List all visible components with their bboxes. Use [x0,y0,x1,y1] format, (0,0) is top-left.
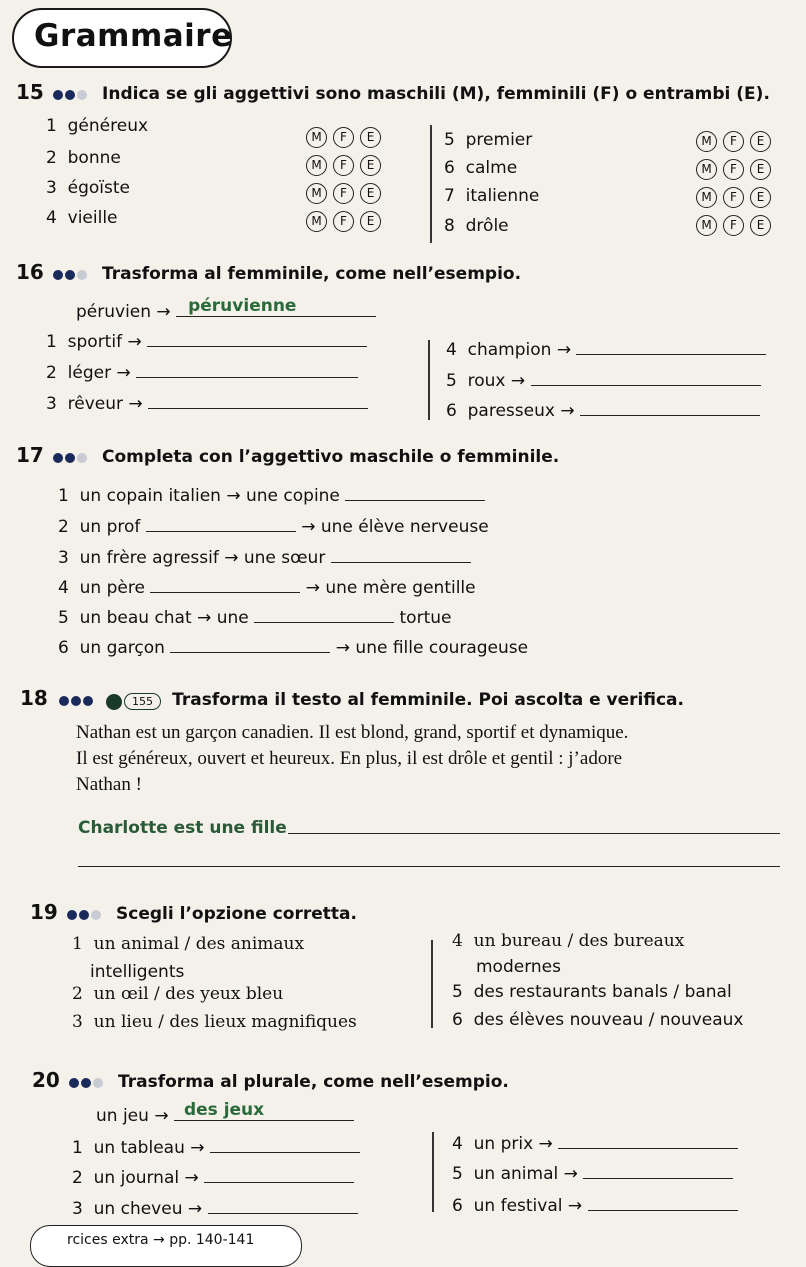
answer-blank[interactable] [146,515,296,532]
choice-f[interactable]: F [333,183,354,204]
ex18-number: 18 [20,686,48,710]
ex16-item: 5 roux → [446,369,761,391]
answer-line[interactable] [78,866,780,867]
answer-blank[interactable] [558,1132,738,1149]
choice-e[interactable]: E [360,211,381,232]
column-divider [430,125,432,243]
choice-f[interactable]: F [333,155,354,176]
choice-m[interactable]: M [306,155,327,176]
ex16-item: 6 paresseux → [446,399,760,421]
choice-e[interactable]: E [750,215,771,236]
column-divider [428,340,430,420]
ex16-example: péruvien → péruvienne [76,300,376,322]
answer-blank[interactable] [147,330,367,347]
ex17-item: 4 un père → une mère gentille [58,578,476,598]
choice-f[interactable]: F [333,127,354,148]
ex17-item: 2 un prof → une élève nerveuse [58,517,489,537]
ex15-instruction: Indica se gli aggettivi sono maschili (M), femminili (F) o entrambi (E). [102,84,770,104]
ex15-item: 3 égoïste [46,178,130,198]
ex16-item: 1 sportif → [46,330,367,352]
ex18-start: Charlotte est une fille [78,818,287,838]
ex19-number: 19 [30,900,58,924]
ex17-item: 6 un garçon → une fille courageuse [58,638,529,658]
ex15-item: 4 vieille [46,208,118,228]
text-line: Nathan est un garçon canadien. Il est blond, grand, sportif et dynamique. [76,722,629,743]
ex15-item: 8 drôle [444,216,509,236]
ex19-item: 6 des élèves nouveau / nouveaux [452,1010,744,1030]
choice-m[interactable]: M [696,131,717,152]
mfe-choice-group [690,158,771,180]
mfe-choice-group [690,186,771,208]
answer-blank[interactable] [583,1162,733,1179]
choice-m[interactable]: M [306,183,327,204]
extra-exercises-link[interactable] [30,1225,302,1267]
choice-f[interactable]: F [723,131,744,152]
answer-blank[interactable] [588,1194,738,1211]
ex17-item: 5 un beau chat → une tortue [58,608,452,628]
ex20-item: 4 un prix → [452,1132,738,1154]
ex20-item: 2 un journal → [72,1166,354,1188]
ex19-item: 4 un bureau / des bureaux modernes [452,931,685,977]
column-divider [432,1132,434,1212]
ex18-text [76,720,796,798]
choice-e[interactable]: E [750,131,771,152]
choice-m[interactable]: M [306,127,327,148]
ex15-item: 7 italienne [444,186,540,206]
ex15-number: 15 [16,80,44,104]
ex16-number: 16 [16,260,44,284]
ex16-item: 3 rêveur → [46,392,368,414]
ex19-item: 1 un animal / des animaux intelligents [72,934,305,982]
choice-text[interactable]: un lieu / des lieux magnifiques [93,1012,357,1032]
mfe-choice-group [690,130,771,152]
choice-e[interactable]: E [750,159,771,180]
difficulty-dots [53,265,89,284]
ex16-item: 4 champion → [446,338,766,360]
answer-line[interactable] [288,833,780,834]
choice-e[interactable]: E [750,187,771,208]
choice-text[interactable]: des restaurants banals / banal [473,982,732,1002]
ex17-instruction: Completa con l’aggettivo maschile o femminile. [102,447,560,467]
track-number: 155 [124,693,161,710]
mfe-choice-group [300,210,381,232]
ex15-item: 2 bonne [46,148,121,168]
ex15-item: 6 calme [444,158,518,178]
choice-f[interactable]: F [723,187,744,208]
choice-text[interactable]: des élèves nouveau / nouveaux [473,1010,744,1030]
ex20-instruction: Trasforma al plurale, come nell’esempio. [118,1072,509,1092]
answer-blank[interactable] [150,576,300,593]
mfe-choice-group [300,126,381,148]
answer-blank[interactable] [576,338,766,355]
choice-f[interactable]: F [723,215,744,236]
text-line: Nathan ! [76,774,142,795]
answer-blank[interactable] [210,1136,360,1153]
answer-blank[interactable] [136,361,358,378]
section-title-badge [12,8,232,68]
ex18-header [20,686,684,710]
difficulty-dots [53,448,89,467]
mfe-choice-group [690,214,771,236]
mfe-choice-group [300,182,381,204]
headphones-icon [106,694,122,710]
ex19-item: 5 des restaurants banals / banal [452,982,732,1002]
ex16-header [16,260,521,284]
answer-blank[interactable] [254,606,394,623]
answer-blank[interactable] [204,1166,354,1183]
difficulty-dots [53,85,89,104]
choice-text[interactable]: un bureau / des bureaux [473,931,685,951]
footer-label: rcices extra → pp. 140-141 [67,1232,255,1248]
ex16-item: 2 léger → [46,361,358,383]
ex19-item: 3 un lieu / des lieux magnifiques [72,1012,357,1032]
example-answer: péruvienne [188,296,297,316]
answer-blank[interactable] [531,369,761,386]
choice-text[interactable]: un œil / des yeux bleu [93,984,284,1004]
ex17-number: 17 [16,443,44,467]
audio-track-button[interactable] [106,691,161,710]
choice-m[interactable]: M [696,215,717,236]
ex17-item: 3 un frère agressif → une sœur [58,546,471,568]
choice-f[interactable]: F [333,211,354,232]
answer-blank[interactable] [331,546,471,563]
difficulty-dots [67,905,103,924]
ex15-header [16,80,770,104]
ex20-item: 6 un festival → [452,1194,738,1216]
ex19-item: 2 un œil / des yeux bleu [72,984,284,1004]
ex20-item: 5 un animal → [452,1162,733,1184]
ex20-header [32,1068,509,1092]
ex20-item: 1 un tableau → [72,1136,360,1158]
choice-e[interactable]: E [360,183,381,204]
answer-blank[interactable] [170,636,330,653]
ex16-instruction: Trasforma al femminile, come nell’esempio. [102,264,522,284]
ex15-item: 1 généreux [46,116,149,136]
answer-blank[interactable] [148,392,368,409]
answer-blank[interactable] [208,1197,358,1214]
ex19-instruction: Scegli l’opzione corretta. [116,904,357,924]
ex15-item: 5 premier [444,130,533,150]
column-divider [431,940,433,1028]
ex20-item: 3 un cheveu → [72,1197,358,1219]
ex20-example: un jeu → des jeux [96,1104,354,1126]
ex17-item: 1 un copain italien → une copine [58,484,485,506]
difficulty-dots [69,1073,105,1092]
ex19-header [30,900,357,924]
mfe-choice-group [300,154,381,176]
choice-text[interactable]: un animal / des animaux [93,934,305,954]
choice-m[interactable]: M [696,159,717,180]
choice-e[interactable]: E [360,155,381,176]
answer-blank[interactable] [580,399,760,416]
ex18-instruction: Trasforma il testo al femminile. Poi ascolta e verifica. [172,690,684,710]
choice-m[interactable]: M [696,187,717,208]
example-answer: des jeux [183,1100,265,1120]
ex20-number: 20 [32,1068,60,1092]
choice-m[interactable]: M [306,211,327,232]
choice-f[interactable]: F [723,159,744,180]
ex17-header [16,443,559,467]
answer-blank[interactable] [345,484,485,501]
difficulty-dots [59,691,95,710]
text-line: Il est généreux, ouvert et heureux. En plus, il est drôle et gentil : j’adore [76,748,623,769]
choice-e[interactable]: E [360,127,381,148]
section-title: Grammaire [34,18,233,54]
